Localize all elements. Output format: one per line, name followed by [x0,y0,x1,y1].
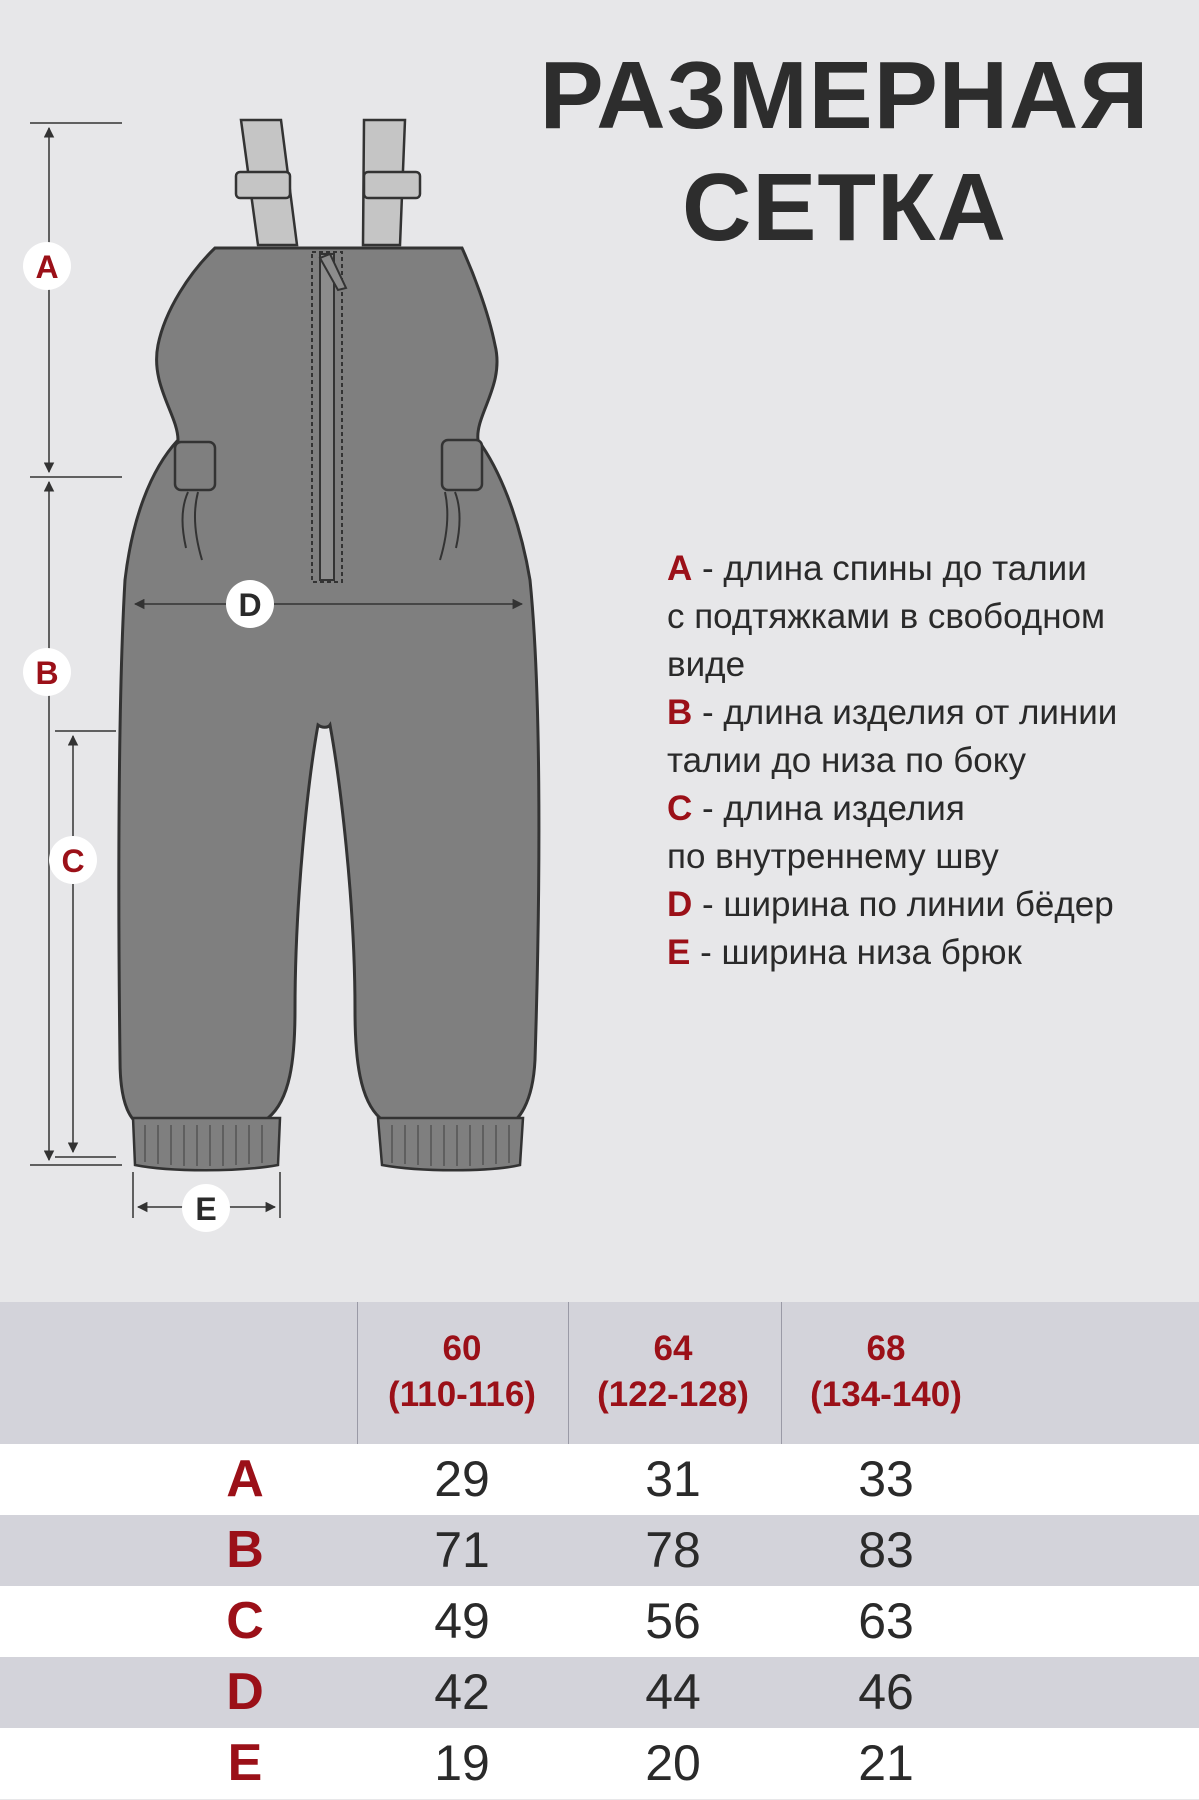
legend-key: B [667,693,693,732]
table-cell: 21 [858,1735,914,1791]
right-strap [363,120,420,245]
row-key: D [226,1663,264,1721]
legend-line [667,593,1199,641]
row-key: C [226,1592,264,1650]
left-strap [236,120,297,245]
row-key: E [227,1734,263,1792]
legend-text: - длина спины до талии [692,549,1087,588]
legend-line [667,929,1199,977]
page-title [490,40,1199,264]
marker-d [226,580,274,628]
legend-text: виде [667,645,746,684]
left-cuff [133,1118,280,1170]
marker-a [23,242,71,290]
table-cell: 83 [858,1522,914,1578]
legend-text: с подтяжками в свободном [667,597,1106,636]
table-row [0,1657,1199,1728]
legend-text: - длина изделия от линии [692,693,1118,732]
table-row [0,1515,1199,1586]
table-cell: 71 [434,1522,490,1578]
table-cell: 20 [645,1735,701,1791]
overalls-diagram [0,0,560,1260]
column-height: (110-116) [388,1375,536,1414]
table-cell: 19 [434,1735,490,1791]
legend-key: C [667,789,693,828]
right-waist-elastic [442,440,482,490]
table-cell: 29 [434,1451,490,1507]
table-row [0,1586,1199,1657]
marker-b-label: B [35,655,59,691]
table-cell: 42 [434,1664,490,1720]
table-cell: 33 [858,1451,914,1507]
table-cell: 49 [434,1593,490,1649]
marker-e-label: E [195,1191,217,1227]
column-header-size-64 [568,1326,778,1418]
title-line-2: СЕТКА [682,154,1007,261]
legend-line [667,689,1199,737]
column-size: 60 [442,1329,482,1368]
right-cuff [378,1118,523,1170]
legend-key: D [667,885,693,924]
legend-key: A [667,549,693,588]
table-cell: 56 [645,1593,701,1649]
table-row [0,1444,1199,1515]
legend-line [667,833,1199,881]
table-cell: 44 [645,1664,701,1720]
left-waist-elastic [175,442,215,490]
title-line-1: РАЗМЕРНАЯ [539,42,1150,149]
column-header-size-60 [357,1326,567,1418]
marker-c-label: C [61,843,85,879]
legend-text: - ширина по линии бёдер [692,885,1114,924]
marker-a-label: A [35,249,59,285]
dimension-a [30,123,122,477]
measurement-legend [667,545,1199,977]
legend-text: - ширина низа брюк [690,933,1022,972]
column-height: (122-128) [597,1375,749,1414]
legend-line [667,545,1199,593]
zipper [312,252,346,582]
column-height: (134-140) [810,1375,962,1414]
table-cell: 31 [645,1451,701,1507]
dimension-c [55,731,116,1157]
legend-line [667,737,1199,785]
column-header-size-68 [781,1326,991,1418]
table-row [0,1728,1199,1799]
dimension-b [30,482,122,1165]
marker-e [182,1184,230,1232]
marker-c [49,836,97,884]
row-key: B [226,1521,264,1579]
row-key: A [226,1450,264,1508]
legend-line [667,881,1199,929]
legend-line [667,641,1199,689]
marker-b [23,648,71,696]
column-size: 68 [866,1329,906,1368]
size-table-header [0,1302,1199,1444]
marker-d-label: D [238,587,262,623]
legend-text: по внутреннему шву [667,837,999,876]
legend-key: E [667,933,691,972]
legend-text: - длина изделия [692,789,965,828]
column-size: 64 [653,1329,693,1368]
table-cell: 63 [858,1593,914,1649]
legend-text: талии до низа по боку [667,741,1026,780]
size-table [0,1302,1199,1800]
table-cell: 78 [645,1522,701,1578]
legend-line [667,785,1199,833]
table-cell: 46 [858,1664,914,1720]
